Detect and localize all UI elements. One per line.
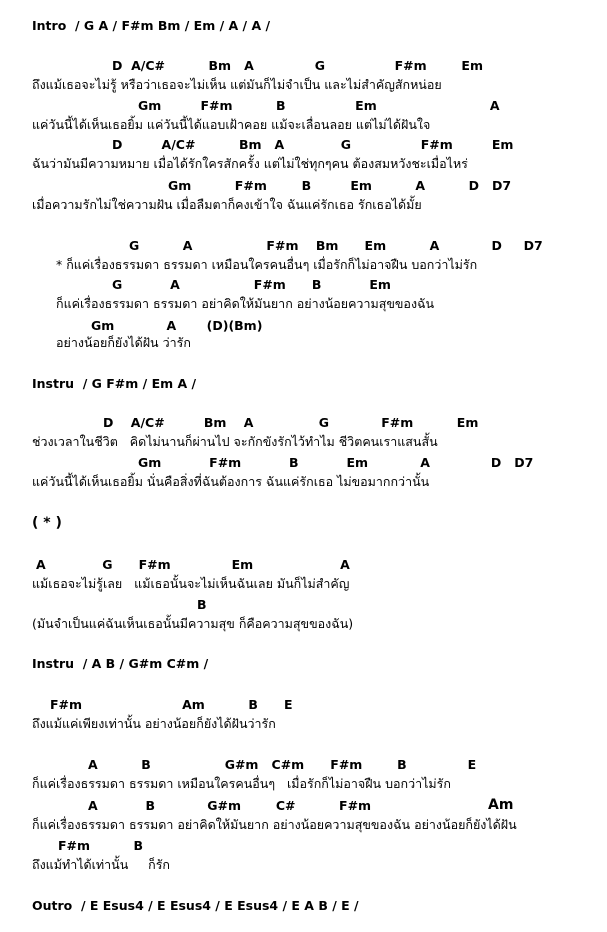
chorus-chords-2: G A F#m B Em [112, 277, 391, 292]
intro-line: Intro / G A / F#m Bm / Em / A / A / [32, 18, 271, 33]
bridge-lyric-1: แม้เธอจะไม่รู้เลย แม้เธอนั้นจะไม่เห็นฉันเลย มันก็ไม่สำคัญ [32, 576, 350, 591]
chorus-lyric-2: ก็แค่เรื่องธรรมดา ธรรมดา อย่าคิดให้มันยาก อย่างน้อยความสุขของฉัน [56, 296, 435, 311]
verse1-chords-1: D A/C# Bm A G F#m Em [112, 58, 483, 73]
verse2-lyric-2: แค่วันนี้ได้เห็นเธอยิ้ม นั่นคือสิ่งที่ฉันต้องการ ฉันแค่รักเธอ ไม่ขอมากกว่านั้น [32, 474, 430, 489]
verse1-chords-4: Gm F#m B Em A D D7 [168, 178, 512, 193]
repeat-chorus-marker: ( * ) [32, 515, 62, 531]
verse2-chords-1: D A/C# Bm A G F#m Em [103, 415, 479, 430]
instru-line-2: Instru / A B / G#m C#m / [32, 656, 209, 671]
chorus2-chord-am: Am [488, 797, 514, 813]
bridge-chords-1: A G F#m Em A [36, 557, 350, 572]
chorus-chords-1: G A F#m Bm Em A D D7 [129, 238, 543, 253]
verse1-lyric-3: ฉันว่ามันมีความหมาย เมื่อได้รักใครสักครั้ง แต่ไม่ใช่ทุกๆคน ต้องสมหวังชะเมื่อไหร่ [32, 156, 468, 171]
verse1-lyric-4: เมื่อความรักไม่ใช่ความฝัน เมื่อลืมตาก็คงเข้าใจ ฉันแค่รักเธอ รักเธอได้มั้ย [32, 197, 422, 212]
chorus2-chords-3: F#m B [58, 838, 144, 853]
verse3-chords-1: F#m Am B E [50, 697, 293, 712]
verse1-chords-3: D A/C# Bm A G F#m Em [112, 137, 514, 152]
chorus2-chords-1: A B G#m C#m F#m B E [88, 757, 477, 772]
chorus2-lyric-3: ถึงแม้ทำได้เท่านั้น ก็รัก [32, 857, 170, 872]
chorus-chords-3: Gm A (D)(Bm) [91, 318, 263, 333]
verse2-chords-2: Gm F#m B Em A D D7 [138, 455, 534, 470]
verse1-lyric-1: ถึงแม้เธอจะไม่รู้ หรือว่าเธอจะไม่เห็น แต่มันก็ไม่จำเป็น และไม่สำคัญสักหน่อย [32, 77, 442, 92]
bridge-lyric-2: (มันจำเป็นแค่ฉันเห็นเธอนั้นมีความสุข ก็คือความสุขของฉัน) [32, 616, 354, 631]
instru-line-1: Instru / G F#m / Em A / [32, 376, 197, 391]
verse1-lyric-2: แค่วันนี้ได้เห็นเธอยิ้ม แค่วันนี้ได้แอบเฝ้าคอย แม้จะเลื่อนลอย แต่ไม่ได้ฝันใจ [32, 117, 431, 132]
verse2-lyric-1: ช่วงเวลาในชีวิต คิดไม่นานก็ผ่านไป จะกักขังรักไว้ทำไม ชีวิตคนเราแสนสั้น [32, 434, 438, 449]
chorus-lyric-3: อย่างน้อยก็ยังได้ฝัน ว่ารัก [56, 335, 191, 350]
chorus2-lyric-2: ก็แค่เรื่องธรรมดา ธรรมดา อย่าคิดให้มันยาก อย่างน้อยความสุขของฉัน อย่างน้อยก็ยังได้ฝัน [32, 817, 517, 832]
bridge-chords-2: B [197, 597, 207, 612]
chorus2-lyric-1: ก็แค่เรื่องธรรมดา ธรรมดา เหมือนใครคนอื่นๆ เมื่อรักก็ไม่อาจฝืน บอกว่าไม่รัก [32, 776, 451, 791]
outro-line: Outro / E Esus4 / E Esus4 / E Esus4 / E A B / E / [32, 898, 359, 913]
verse1-chords-2: Gm F#m B Em A [138, 98, 500, 113]
chorus2-chords-2: A B G#m C# F#m [88, 798, 372, 813]
verse3-lyric-1: ถึงแม้แค่เพียงเท่านั้น อย่างน้อยก็ยังได้ฝันว่ารัก [32, 716, 276, 731]
chorus-lyric-1: * ก็แค่เรื่องธรรมดา ธรรมดา เหมือนใครคนอื่นๆ เมื่อรักก็ไม่อาจฝืน บอกว่าไม่รัก [56, 257, 478, 272]
